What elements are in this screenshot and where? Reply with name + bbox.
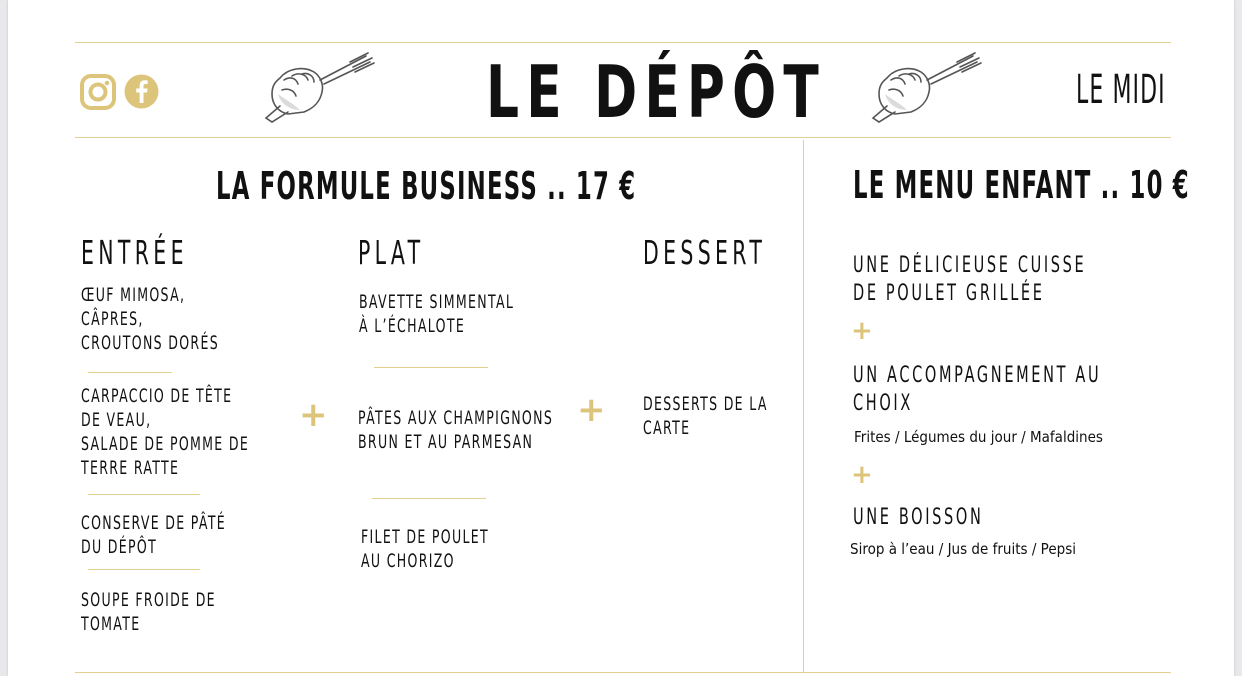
- plat-item: PÂTES AUX CHAMPIGNONS BRUN ET AU PARMESAN: [358, 407, 554, 453]
- entree-item: CONSERVE DE PÂTÉ DU DÉPÔT: [81, 512, 227, 558]
- fist-fork-icon: [865, 50, 983, 130]
- plat-item: BAVETTE SIMMENTAL À L’ÉCHALOTE: [359, 291, 515, 337]
- item-separator: [374, 367, 488, 368]
- entree-item: CARPACCIO DE TÊTE DE VEAU, SALADE DE POMME DE TERRE RATTE: [81, 385, 250, 479]
- facebook-icon[interactable]: [124, 74, 159, 109]
- item-separator: [88, 494, 200, 495]
- plat-heading: PLAT: [358, 233, 425, 272]
- plus-sign: +: [577, 390, 606, 430]
- dessert-item: DESSERTS DE LA CARTE: [643, 393, 768, 439]
- footer-rule: [75, 672, 1171, 673]
- kids-item: UN ACCOMPAGNEMENT AU CHOIX: [853, 363, 1102, 416]
- kids-item-options: Frites / Légumes du jour / Mafaldines: [854, 428, 1103, 446]
- kids-heading: LE MENU ENFANT .. 10 €: [853, 163, 1190, 207]
- column-divider: [803, 140, 804, 672]
- entree-heading: ENTRÉE: [81, 233, 188, 272]
- kids-item-options: Sirop à l’eau / Jus de fruits / Pepsi: [850, 540, 1076, 558]
- plus-sign: +: [299, 395, 328, 435]
- item-separator: [88, 372, 172, 373]
- entree-item: ŒUF MIMOSA, CÂPRES, CROUTONS DORÉS: [81, 284, 219, 354]
- kids-item: UNE DÉLICIEUSE CUISSE DE POULET GRILLÉE: [853, 253, 1087, 306]
- dessert-heading: DESSERT: [643, 233, 767, 272]
- service-label: LE MIDI: [1076, 67, 1166, 113]
- item-separator: [372, 498, 486, 499]
- plus-sign: +: [851, 460, 873, 490]
- entree-item: SOUPE FROIDE DE TOMATE: [81, 589, 216, 635]
- kids-item: UNE BOISSON: [853, 505, 984, 530]
- instagram-icon[interactable]: [80, 74, 116, 110]
- fist-fork-icon: [258, 50, 376, 130]
- menu-page: [8, 0, 1234, 676]
- header-bottom-rule: [75, 137, 1171, 138]
- business-heading: LA FORMULE BUSINESS .. 17 €: [216, 164, 637, 208]
- header-top-rule: [75, 42, 1171, 43]
- item-separator: [88, 569, 200, 570]
- restaurant-title: LE DÉPÔT: [486, 50, 826, 134]
- plus-sign: +: [851, 316, 873, 346]
- plat-item: FILET DE POULET AU CHORIZO: [361, 526, 490, 572]
